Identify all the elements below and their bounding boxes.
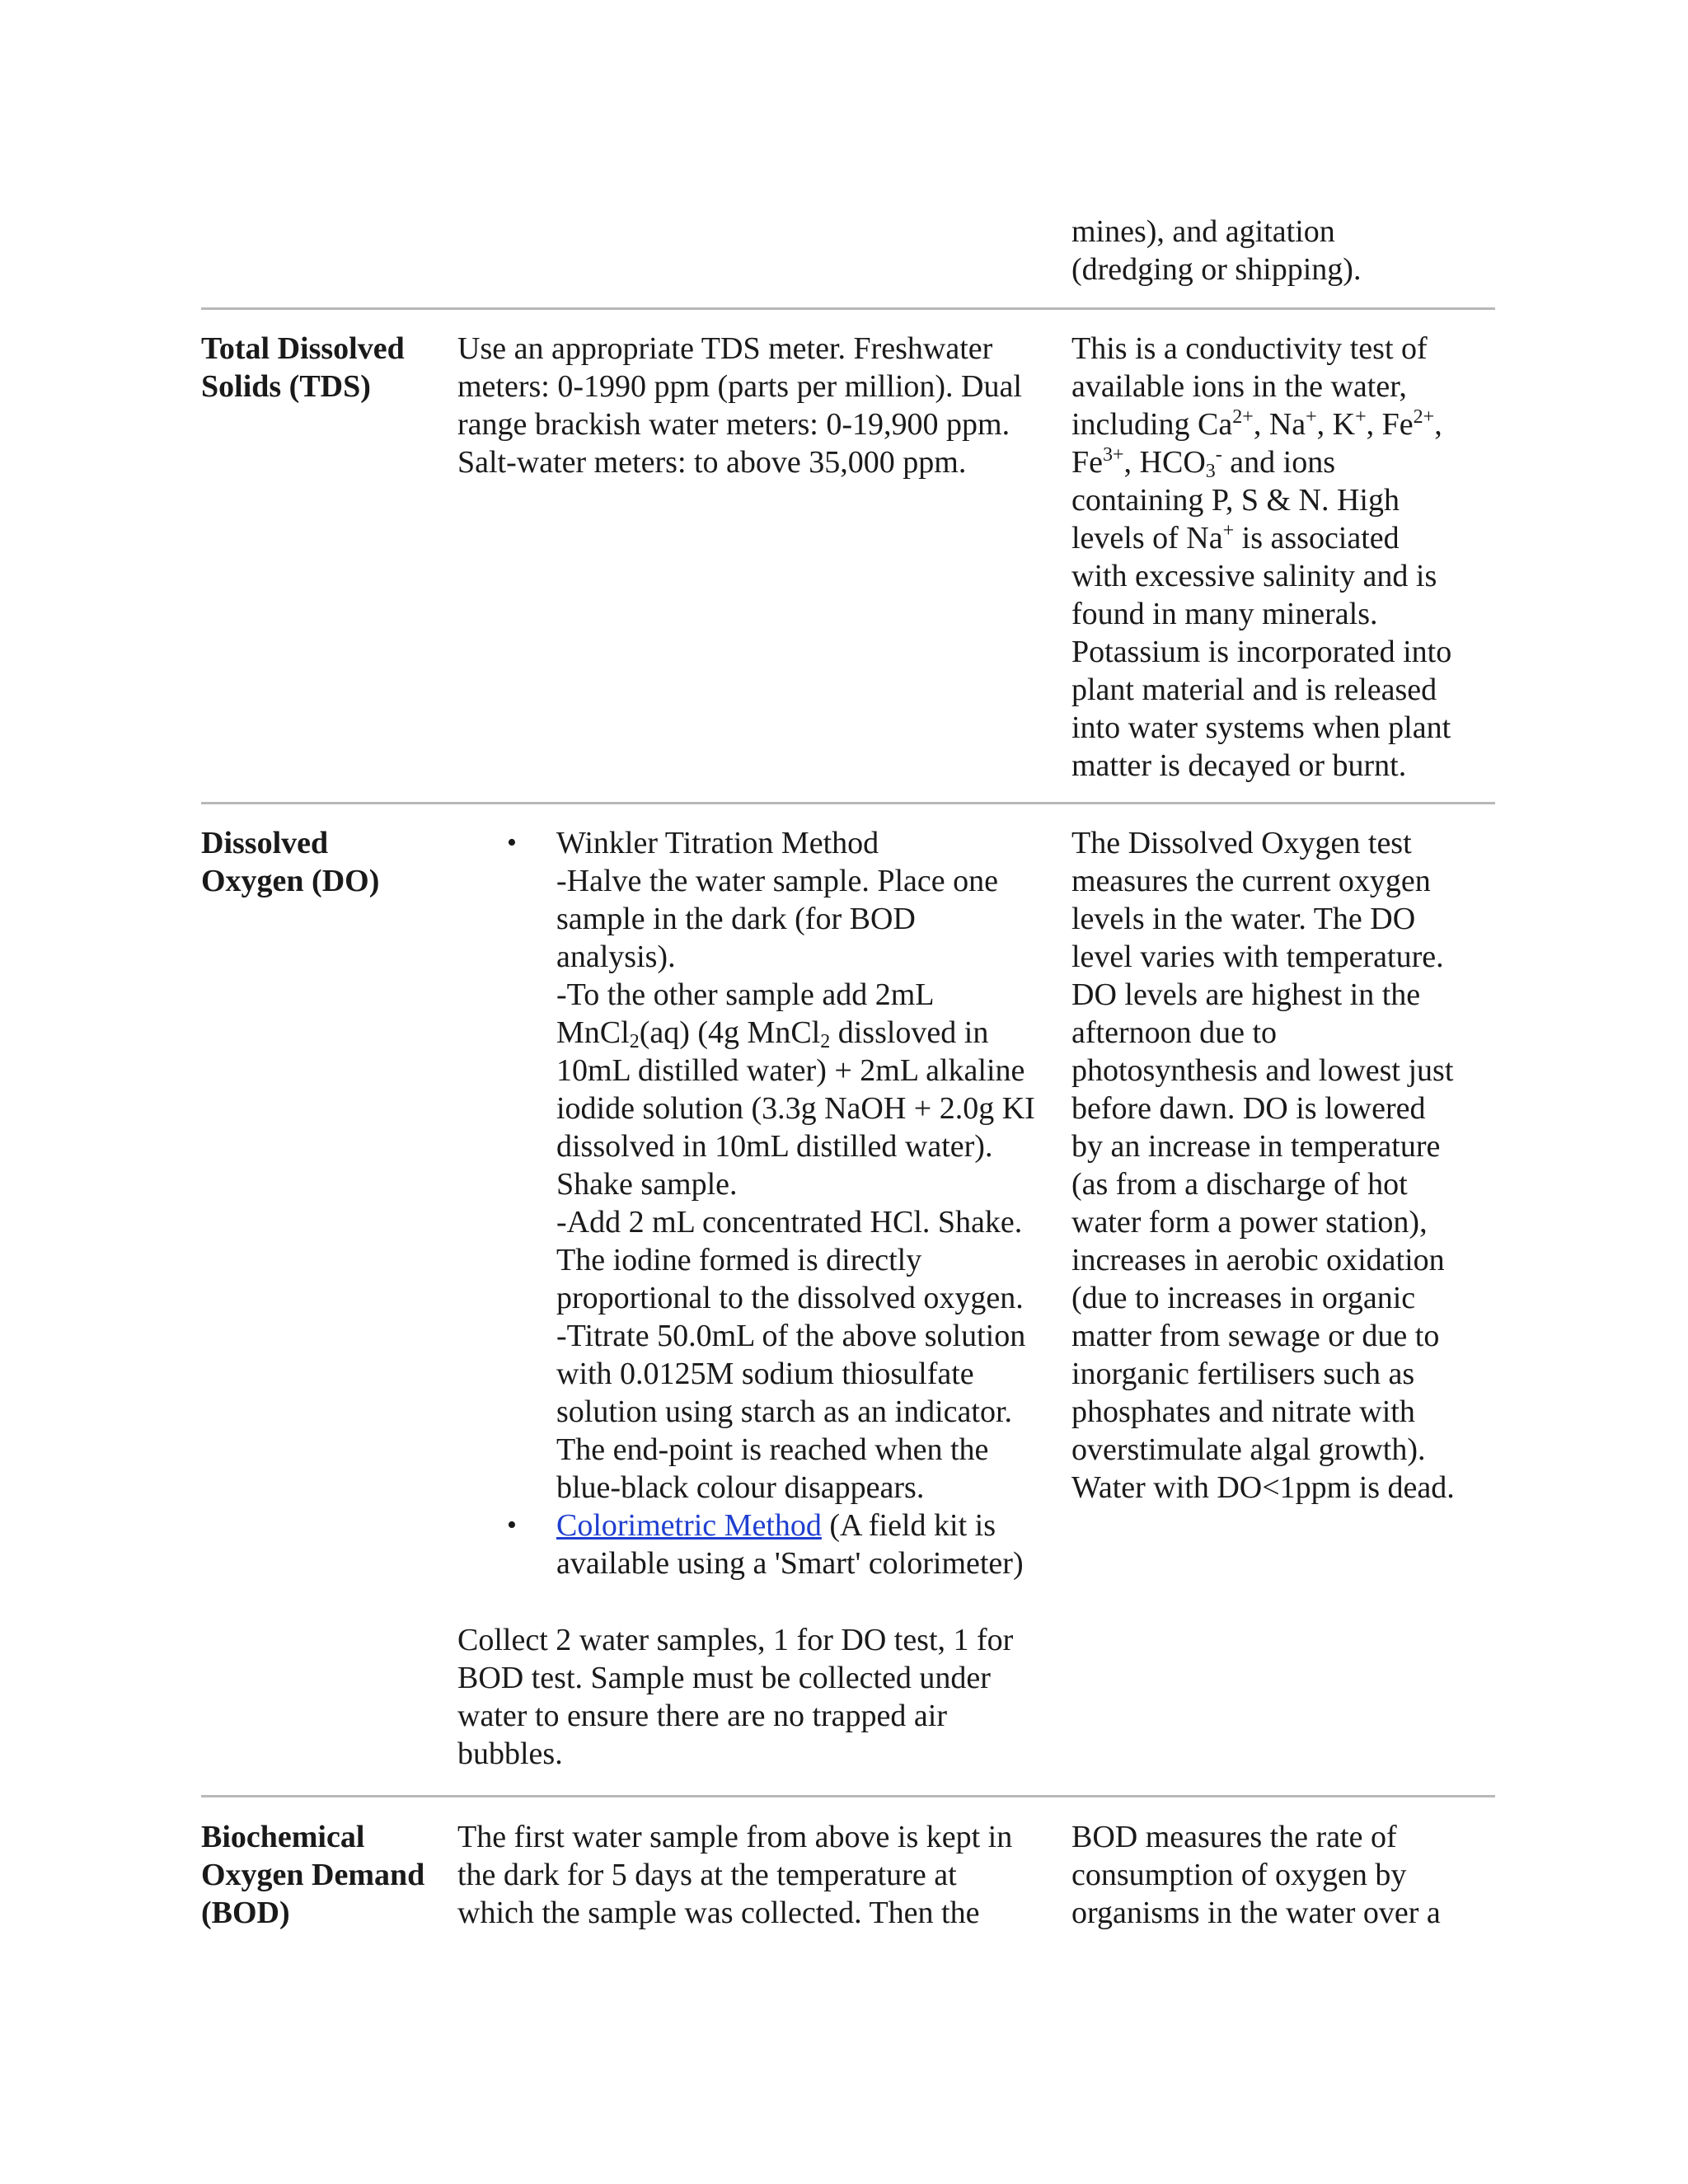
text-line: 10mL distilled water) + 2mL alkaline xyxy=(556,1053,1025,1088)
text-line: (dredging or shipping). xyxy=(1071,252,1362,287)
text-line: consumption of oxygen by xyxy=(1071,1858,1407,1892)
text-line: -Titrate 50.0mL of the above solution xyxy=(556,1319,1026,1353)
text-line: The iodine formed is directly xyxy=(556,1243,922,1277)
text-run: MnCl xyxy=(556,1015,630,1050)
superscript: + xyxy=(1355,406,1367,428)
text-line xyxy=(556,1014,1035,1052)
text-line: found in many minerals. xyxy=(1071,597,1378,631)
bullet-icon: • xyxy=(507,1510,517,1540)
tds-notes xyxy=(1071,330,1451,785)
text-line: The first water sample from above is kept in xyxy=(457,1820,1013,1854)
text-line: BOD measures the rate of xyxy=(1071,1820,1397,1854)
text-line: proportional to the dissolved oxygen. xyxy=(556,1281,1024,1315)
text-line: blue-black colour disappears. xyxy=(556,1470,925,1505)
label-line: Dissolved xyxy=(201,826,329,860)
text-line xyxy=(1071,405,1451,443)
collect-samples-note xyxy=(457,1621,1013,1773)
text-run: , xyxy=(1434,407,1442,442)
text-run: , HCO xyxy=(1123,445,1206,480)
text-line: DO levels are highest in the xyxy=(1071,977,1421,1012)
text-run: (aq) (4g MnCl xyxy=(639,1015,821,1050)
text-line: measures the current oxygen xyxy=(1071,864,1431,898)
text-line: by an increase in temperature xyxy=(1071,1129,1441,1164)
text-line: before dawn. DO is lowered xyxy=(1071,1091,1426,1126)
label-line: Oxygen Demand xyxy=(201,1858,425,1892)
superscript: 2+ xyxy=(1232,406,1254,428)
bod-notes xyxy=(1071,1818,1441,1932)
bod-method xyxy=(457,1818,1012,1932)
winkler-method xyxy=(556,824,1035,1507)
superscript: + xyxy=(1306,406,1317,428)
text-run: levels of Na xyxy=(1071,521,1223,555)
text-run: including Ca xyxy=(1071,407,1233,442)
text-run: , Fe xyxy=(1366,407,1414,442)
text-run: dissloved in xyxy=(830,1015,989,1050)
superscript: 3+ xyxy=(1103,444,1124,466)
text-line: Winkler Titration Method xyxy=(556,826,879,860)
text-line: sample in the dark (for BOD xyxy=(556,902,916,936)
text-line: solution using starch as an indicator. xyxy=(556,1394,1013,1429)
text-line: water form a power station), xyxy=(1071,1205,1428,1240)
text-line: increases in aerobic oxidation xyxy=(1071,1243,1445,1277)
subscript: 2 xyxy=(629,1031,640,1052)
row-divider xyxy=(201,802,1495,804)
text-line: Use an appropriate TDS meter. Freshwater xyxy=(457,331,993,366)
text-line: into water systems when plant xyxy=(1071,710,1451,745)
text-line: analysis). xyxy=(556,940,676,974)
text-line: organisms in the water over a xyxy=(1071,1896,1441,1930)
text-line: level varies with temperature. xyxy=(1071,940,1444,974)
text-line: bubbles. xyxy=(457,1736,563,1771)
text-line: plant material and is released xyxy=(1071,673,1437,707)
label-line: Total Dissolved xyxy=(201,331,405,366)
text-line: (as from a discharge of hot xyxy=(1071,1167,1408,1202)
text-line: afternoon due to xyxy=(1071,1015,1278,1050)
superscript: - xyxy=(1215,444,1222,466)
subscript: 3 xyxy=(1205,461,1216,482)
text-line: Water with DO<1ppm is dead. xyxy=(1071,1470,1455,1505)
text-line: with excessive salinity and is xyxy=(1071,559,1437,593)
do-notes xyxy=(1071,824,1455,1507)
text-line: phosphates and nitrate with xyxy=(1071,1394,1415,1429)
text-line: water to ensure there are no trapped air xyxy=(457,1699,947,1733)
label-line: Solids (TDS) xyxy=(201,369,371,404)
row-divider xyxy=(201,307,1495,310)
text-line: Collect 2 water samples, 1 for DO test, 1 for xyxy=(457,1623,1014,1657)
text-run: is associated xyxy=(1234,521,1400,555)
bullet-icon: • xyxy=(507,827,517,858)
text-line: available using a 'Smart' colorimeter) xyxy=(556,1546,1024,1581)
text-run: , Na xyxy=(1253,407,1306,442)
text-line: Potassium is incorporated into xyxy=(1071,635,1452,669)
text-line: available ions in the water, xyxy=(1071,369,1407,404)
text-line xyxy=(556,1507,1024,1544)
text-line: containing P, S & N. High xyxy=(1071,483,1400,518)
text-line: levels in the water. The DO xyxy=(1071,902,1416,936)
text-line: -To the other sample add 2mL xyxy=(556,977,935,1012)
text-run: (A field kit is xyxy=(821,1508,996,1543)
text-line: meters: 0-1990 ppm (parts per million). Dual xyxy=(457,369,1022,404)
text-line: with 0.0125M sodium thiosulfate xyxy=(556,1357,974,1391)
label-line: Biochemical xyxy=(201,1820,365,1854)
text-line: which the sample was collected. Then the xyxy=(457,1896,980,1930)
row-divider xyxy=(201,1795,1495,1797)
text-line: mines), and agitation xyxy=(1071,214,1335,249)
text-line: photosynthesis and lowest just xyxy=(1071,1053,1454,1088)
label-line: Oxygen (DO) xyxy=(201,864,380,898)
row-label-do xyxy=(201,824,440,900)
text-line: The Dissolved Oxygen test xyxy=(1071,826,1412,860)
tds-method xyxy=(457,330,1022,481)
text-line xyxy=(1071,519,1451,557)
text-line: This is a conductivity test of xyxy=(1071,331,1428,366)
superscript: + xyxy=(1222,520,1235,541)
text-line: the dark for 5 days at the temperature at xyxy=(457,1858,957,1892)
text-line: -Halve the water sample. Place one xyxy=(556,864,998,898)
notes-continuation xyxy=(1071,213,1361,288)
text-line: Salt-water meters: to above 35,000 ppm. xyxy=(457,445,967,480)
superscript: 2+ xyxy=(1413,406,1435,428)
text-run: and ions xyxy=(1221,445,1335,480)
text-line: BOD test. Sample must be collected under xyxy=(457,1661,991,1695)
text-line: matter is decayed or burnt. xyxy=(1071,748,1407,783)
text-line: overstimulate algal growth). xyxy=(1071,1432,1426,1467)
text-line: iodide solution (3.3g NaOH + 2.0g KI xyxy=(556,1091,1035,1126)
text-line: Shake sample. xyxy=(556,1167,738,1202)
colorimetric-method-link[interactable]: Colorimetric Method xyxy=(556,1508,822,1543)
text-line: inorganic fertilisers such as xyxy=(1071,1357,1415,1391)
text-line xyxy=(1071,443,1451,481)
row-label-bod xyxy=(201,1818,440,1932)
text-run: , K xyxy=(1316,407,1356,442)
text-line: dissolved in 10mL distilled water). xyxy=(556,1129,993,1164)
label-line: (BOD) xyxy=(201,1896,290,1930)
text-run: Fe xyxy=(1071,445,1103,480)
colorimetric-method xyxy=(556,1507,1024,1582)
subscript: 2 xyxy=(820,1031,831,1052)
text-line: The end-point is reached when the xyxy=(556,1432,989,1467)
row-label-tds xyxy=(201,330,440,405)
text-line: -Add 2 mL concentrated HCl. Shake. xyxy=(556,1205,1023,1240)
text-line: matter from sewage or due to xyxy=(1071,1319,1440,1353)
text-line: range brackish water meters: 0-19,900 ppm. xyxy=(457,407,1010,442)
text-line: (due to increases in organic xyxy=(1071,1281,1416,1315)
